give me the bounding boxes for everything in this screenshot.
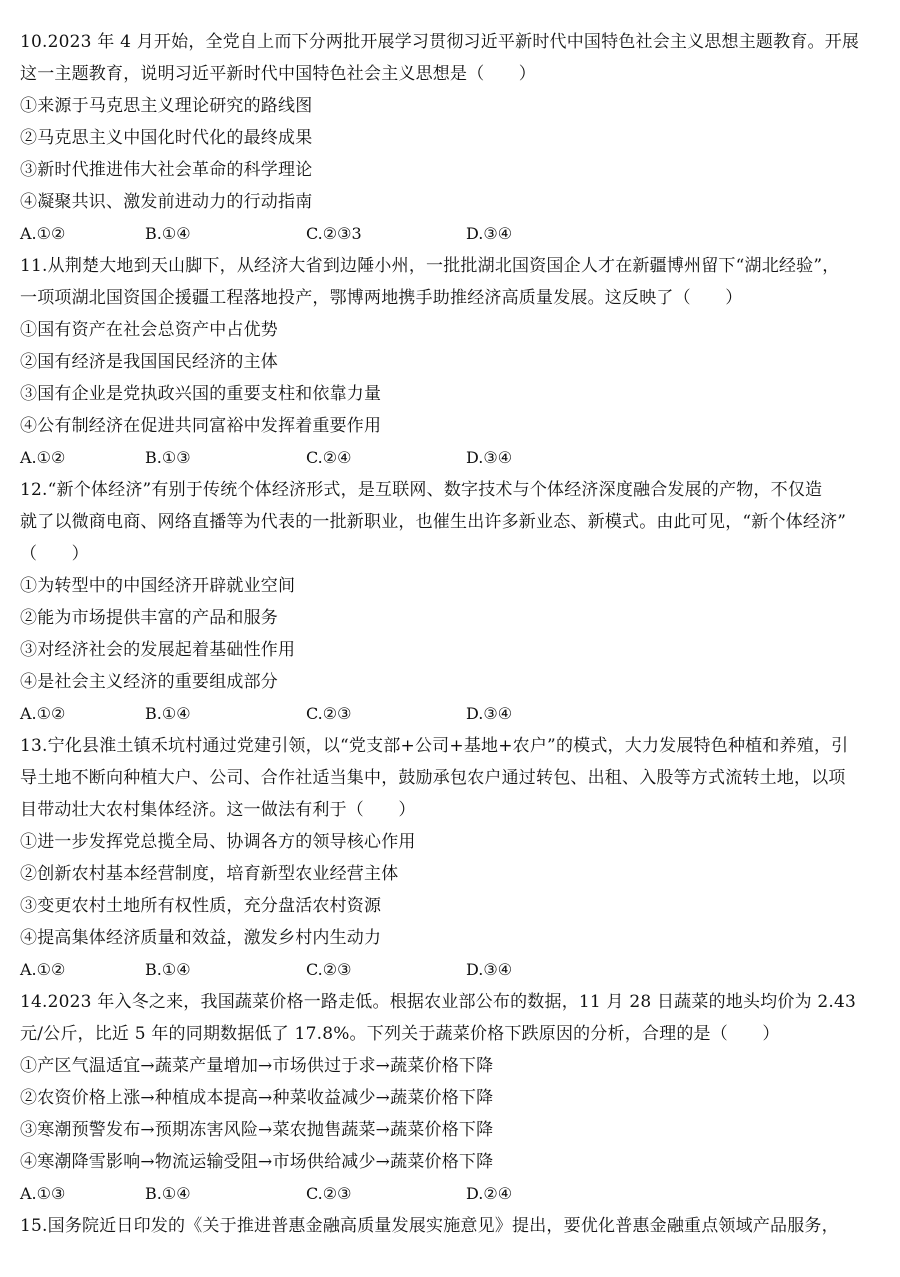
- q11-choice-d: D.③④: [466, 448, 513, 467]
- q13-option-3: ③变更农村土地所有权性质，充分盘活农村资源: [20, 896, 382, 916]
- q13-choice-b: B.①④: [145, 960, 191, 979]
- q10-choice-c: C.②③3: [306, 224, 362, 243]
- q10-stem-line-2: 这一主题教育，说明习近平新时代中国特色社会主义思想是（ ）: [20, 64, 536, 84]
- q11-stem-line-1: 11.从荆楚大地到天山脚下，从经济大省到边陲小州，一批批湖北国资国企人才在新疆博州留下“湖北经验”，: [20, 256, 840, 276]
- q14-stem-line-2: 元/公斤，比近 5 年的同期数据低了 17.8%。下列关于蔬菜价格下跌原因的分析，合理的是（ ）: [20, 1024, 780, 1044]
- q10-choice-b: B.①④: [145, 224, 191, 243]
- q11-stem-line-2: 一项项湖北国资国企援疆工程落地投产，鄂博两地携手助推经济高质量发展。这反映了（ ）: [20, 288, 743, 308]
- q14-option-2: ②农资价格上涨→种植成本提高→种菜收益减少→蔬菜价格下降: [20, 1088, 494, 1108]
- q10-option-2: ②马克思主义中国化时代化的最终成果: [20, 128, 313, 148]
- q13-option-4: ④提高集体经济质量和效益，激发乡村内生动力: [20, 928, 382, 948]
- q13-stem-line-1: 13.宁化县淮土镇禾坑村通过党建引领，以“党支部+公司+基地+农户”的模式，大力发展特色种植和养殖，引: [20, 736, 849, 756]
- q12-option-1: ①为转型中的中国经济开辟就业空间: [20, 576, 296, 596]
- q11-choice-b: B.①③: [145, 448, 191, 467]
- q12-stem-line-2: 就了以微商电商、网络直播等为代表的一批新职业，也催生出许多新业态、新模式。由此可见，“新个体经济”: [20, 512, 847, 532]
- q14-choice-d: D.②④: [466, 1184, 513, 1203]
- q10-stem-line-1: 10.2023 年 4 月开始，全党自上而下分两批开展学习贯彻习近平新时代中国特色社会主义思想主题教育。开展: [20, 32, 860, 52]
- q10-option-1: ①来源于马克思主义理论研究的路线图: [20, 96, 313, 116]
- q13-option-2: ②创新农村基本经营制度，培育新型农业经营主体: [20, 864, 399, 884]
- q12-option-2: ②能为市场提供丰富的产品和服务: [20, 608, 278, 628]
- q12-choice-d: D.③④: [466, 704, 513, 723]
- q13-stem-line-2: 导土地不断向种植大户、公司、合作社适当集中，鼓励承包农户通过转包、出租、入股等方式流转土地，以项: [20, 768, 846, 788]
- q12-stem-line-3: （ ）: [20, 544, 89, 564]
- q10-option-4: ④凝聚共识、激发前进动力的行动指南: [20, 192, 313, 212]
- q13-stem-line-3: 目带动壮大农村集体经济。这一做法有利于（ ）: [20, 800, 416, 820]
- q12-choices: [20, 698, 880, 730]
- q10-choice-d: D.③④: [466, 224, 513, 243]
- q12-stem-line-1: 12.“新个体经济”有别于传统个体经济形式，是互联网、数字技术与个体经济深度融合发展的产物，不仅造: [20, 480, 823, 500]
- q12-option-4: ④是社会主义经济的重要组成部分: [20, 672, 278, 692]
- q14-option-1: ①产区气温适宜→蔬菜产量增加→市场供过于求→蔬菜价格下降: [20, 1056, 494, 1076]
- q11-option-3: ③国有企业是党执政兴国的重要支柱和依靠力量: [20, 384, 382, 404]
- q14-option-3: ③寒潮预警发布→预期冻害风险→菜农抛售蔬菜→蔬菜价格下降: [20, 1120, 494, 1140]
- q10-choice-a: A.①②: [20, 224, 66, 243]
- q12-option-3: ③对经济社会的发展起着基础性作用: [20, 640, 296, 660]
- q12-choice-a: A.①②: [20, 704, 66, 723]
- q11-option-2: ②国有经济是我国国民经济的主体: [20, 352, 278, 372]
- q12-choice-b: B.①④: [145, 704, 191, 723]
- q13-choice-c: C.②③: [306, 960, 352, 979]
- q10-choices: [20, 218, 880, 250]
- q10-option-3: ③新时代推进伟大社会革命的科学理论: [20, 160, 313, 180]
- q14-choices: [20, 1178, 880, 1210]
- q15-stem-line-1: 15.国务院近日印发的《关于推进普惠金融高质量发展实施意见》提出，要优化普惠金融重点领域产品服务，: [20, 1216, 839, 1236]
- q13-choice-d: D.③④: [466, 960, 513, 979]
- q12-choice-c: C.②③: [306, 704, 352, 723]
- q11-choices: [20, 442, 880, 474]
- q14-choice-c: C.②③: [306, 1184, 352, 1203]
- q13-choice-a: A.①②: [20, 960, 66, 979]
- q11-option-4: ④公有制经济在促进共同富裕中发挥着重要作用: [20, 416, 382, 436]
- q11-option-1: ①国有资产在社会总资产中占优势: [20, 320, 278, 340]
- q13-option-1: ①进一步发挥党总揽全局、协调各方的领导核心作用: [20, 832, 416, 852]
- q11-choice-a: A.①②: [20, 448, 66, 467]
- q14-option-4: ④寒潮降雪影响→物流运输受阻→市场供给减少→蔬菜价格下降: [20, 1152, 494, 1172]
- q14-stem-line-1: 14.2023 年入冬之来，我国蔬菜价格一路走低。根据农业部公布的数据，11 月 28 日蔬菜的地头均价为 2.43: [20, 992, 857, 1012]
- q13-choices: [20, 954, 880, 986]
- q11-choice-c: C.②④: [306, 448, 352, 467]
- q14-choice-a: A.①③: [20, 1184, 66, 1203]
- q14-choice-b: B.①④: [145, 1184, 191, 1203]
